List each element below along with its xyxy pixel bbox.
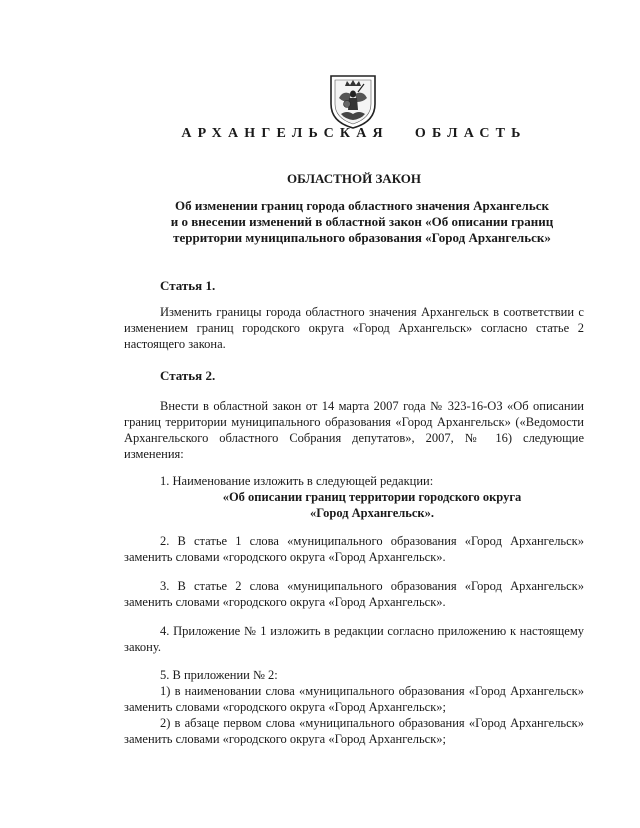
document-type: ОБЛАСТНОЙ ЗАКОН — [286, 171, 422, 186]
law-title-line-1: Об изменении границ города областного значения Архангельск — [175, 198, 549, 213]
item-4-text: 4. Приложение № 1 изложить в редакции согласно приложению к настоящему закону. — [124, 624, 584, 654]
region-name — [0, 126, 640, 142]
item-2-text: 2. В статье 1 слова «муниципального образования «Город Архангельск» заменить словами «городского округа «Город Архангельск». — [124, 534, 584, 564]
region-word-1: АРХАНГЕЛЬСКАЯ — [181, 126, 389, 141]
article-2-heading: Статья 2. — [160, 368, 216, 383]
law-title-line-2: и о внесении изменений в областной закон «Об описании границ — [170, 214, 554, 229]
article-1-text: Изменить границы города областного значения Архангельск в соответствии с изменением границ городского округа «Город Архангельск» согласно статье 2 настоящего закона. — [124, 305, 584, 351]
law-title — [150, 198, 574, 246]
coat-of-arms-emblem-icon — [327, 72, 379, 130]
region-word-2: ОБЛАСТЬ — [414, 126, 527, 141]
item-1-new-title-line-1: «Об описании границ территории городского округа — [222, 490, 522, 504]
item-5-subitem-1: 1) в наименовании слова «муниципального образования «Город Архангельск» заменить словами «городского округа «Город Архангельск»; — [124, 684, 584, 714]
item-1-new-title-line-2: «Город Архангельск». — [310, 506, 434, 520]
law-title-line-3: территории муниципального образования «Город Архангельск» — [173, 230, 551, 245]
article-1-heading: Статья 1. — [160, 278, 216, 293]
item-3-text: 3. В статье 2 слова «муниципального образования «Город Архангельск» заменить словами «городского округа «Город Архангельск». — [124, 579, 584, 609]
item-1-text: 1. Наименование изложить в следующей редакции: — [160, 474, 434, 488]
item-1-new-title — [124, 489, 584, 521]
article-2-intro: Внести в областной закон от 14 марта 2007 года № 323-16-ОЗ «Об описании границ территории муниципального образования «Город Архангельск» («Ведомости Архангельского областного Собрания депутатов», 2007, № 16) следующие изменения: — [124, 399, 584, 461]
item-5-subitem-2: 2) в абзаце первом слова «муниципального образования «Город Архангельск» заменить словами «городского округа «Город Архангельск»; — [124, 716, 584, 746]
item-5-text: 5. В приложении № 2: — [160, 668, 278, 682]
